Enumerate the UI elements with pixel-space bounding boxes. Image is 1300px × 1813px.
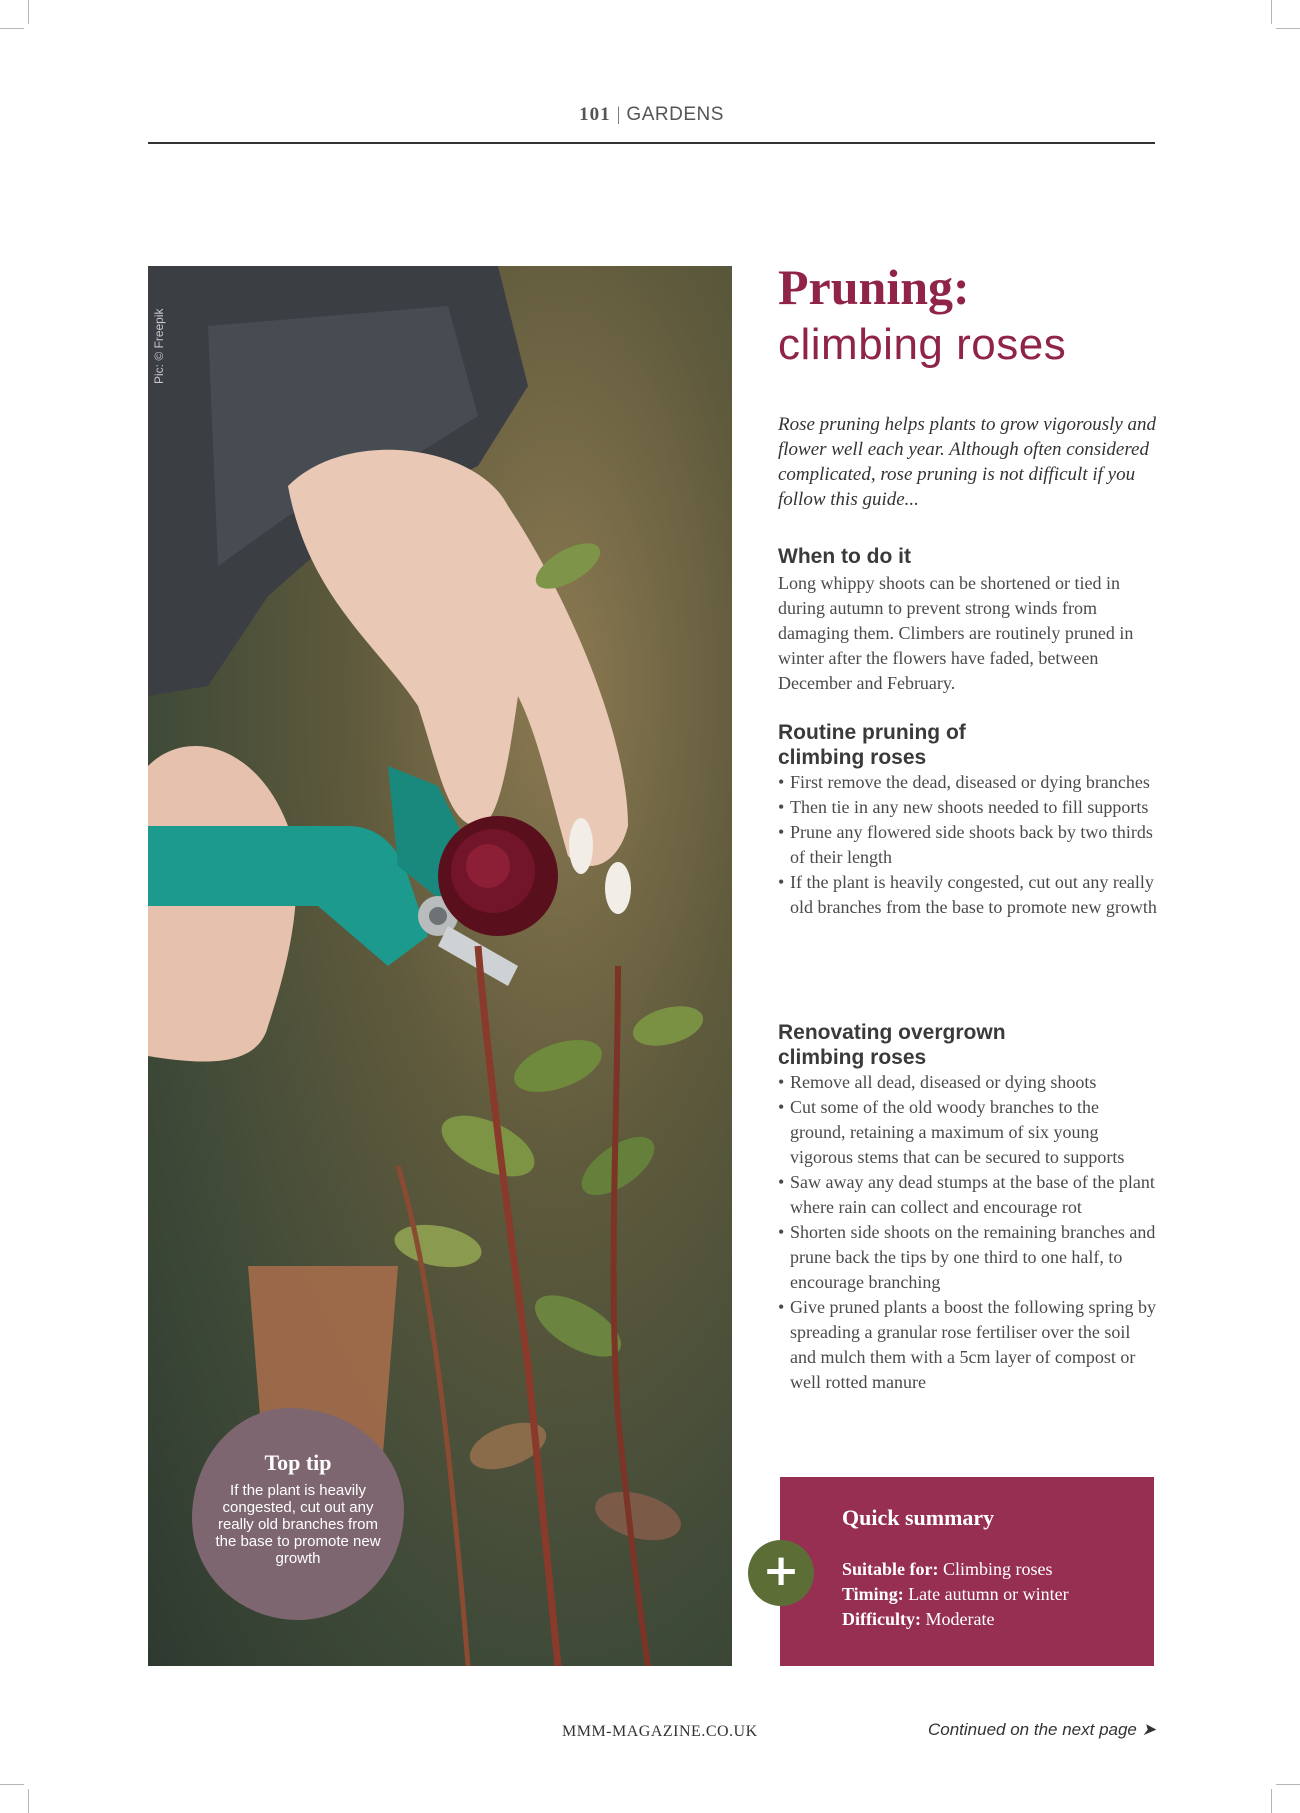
quick-summary-lines [842, 1557, 1069, 1632]
summary-difficulty-value: Moderate [925, 1609, 995, 1629]
section-heading-routine [778, 720, 1158, 770]
list-item: • Shorten side shoots on the remaining branches and prune back the tips by one third to one half, to encourage branching [778, 1220, 1158, 1295]
list-item: • Then tie in any new shoots needed to fill supports [778, 795, 1158, 820]
plus-icon: + [748, 1540, 814, 1606]
list-item: • Cut some of the old woody branches to the ground, retaining a maximum of six young vigorous stems that can be secured to supports [778, 1095, 1158, 1170]
article-title: Pruning: [778, 259, 970, 315]
summary-suitable [842, 1557, 1069, 1582]
section-name: GARDENS [626, 104, 724, 125]
section-text-when: Long whippy shoots can be shortened or tied in during autumn to prevent strong winds from damaging them. Climbers are routinely pruned in winter after the flowers have faded, between December and February. [778, 573, 1134, 693]
crop-mark [1276, 1784, 1300, 1785]
top-tip-title: Top tip [264, 1450, 332, 1475]
summary-suitable-value: Climbing roses [943, 1559, 1053, 1579]
routine-list [778, 770, 1158, 920]
renovating-list [778, 1070, 1158, 1395]
top-tip-badge [192, 1408, 404, 1620]
summary-timing [842, 1582, 1069, 1607]
crop-mark [0, 28, 24, 29]
list-item: • Give pruned plants a boost the following spring by spreading a granular rose fertiliser over the soil and mulch them with a 5cm layer of compost or well rotted manure [778, 1295, 1158, 1395]
list-item: • Prune any flowered side shoots back by two thirds of their length [778, 820, 1158, 870]
crop-mark [1271, 1789, 1272, 1813]
footer-website: MMM-MAGAZINE.CO.UK [562, 1723, 758, 1740]
summary-suitable-label: Suitable for: [842, 1559, 939, 1579]
summary-difficulty [842, 1607, 1069, 1632]
crop-mark [0, 1784, 24, 1785]
section-when [778, 544, 1158, 696]
summary-timing-value: Late autumn or winter [908, 1584, 1069, 1604]
section-heading-when: When to do it [778, 545, 911, 568]
crop-mark [1271, 0, 1272, 24]
crop-mark [28, 1789, 29, 1813]
section-routine [778, 720, 1158, 920]
section-heading-line: climbing roses [778, 1046, 927, 1069]
quick-summary-title: Quick summary [842, 1505, 995, 1530]
list-item: • First remove the dead, diseased or dying branches [778, 770, 1158, 795]
header-rule [148, 142, 1155, 144]
summary-timing-label: Timing: [842, 1584, 904, 1604]
section-heading-renovating [778, 1020, 1158, 1070]
crop-mark [1276, 28, 1300, 29]
list-item: • Saw away any dead stumps at the base of the plant where rain can collect and encourage rot [778, 1170, 1158, 1220]
section-heading-line: Renovating overgrown [778, 1021, 1006, 1044]
photo-credit: Pic: © Freepik [152, 308, 166, 384]
header-separator: | [616, 104, 621, 125]
top-tip-text: If the plant is heavily congested, cut out any really old branches from the base to promote new growth [215, 1482, 381, 1567]
section-renovating [778, 1020, 1158, 1395]
list-item: • If the plant is heavily congested, cut out any really old branches from the base to promote new growth [778, 870, 1158, 920]
page-number: 101 [579, 104, 611, 125]
continued-link[interactable]: Continued on the next page ➤ [928, 1720, 1156, 1739]
article-subtitle: climbing roses [778, 320, 1067, 369]
quick-summary-box [780, 1477, 1154, 1666]
section-heading-line: climbing roses [778, 746, 927, 769]
list-item: • Remove all dead, diseased or dying shoots [778, 1070, 1158, 1095]
crop-mark [28, 0, 29, 24]
article-intro: Rose pruning helps plants to grow vigorously and flower well each year. Although often considered complicated, rose pruning is not difficult if you follow this guide... [778, 414, 1157, 510]
summary-difficulty-label: Difficulty: [842, 1609, 921, 1629]
page-header [148, 104, 1155, 126]
section-heading-line: Routine pruning of [778, 721, 966, 744]
